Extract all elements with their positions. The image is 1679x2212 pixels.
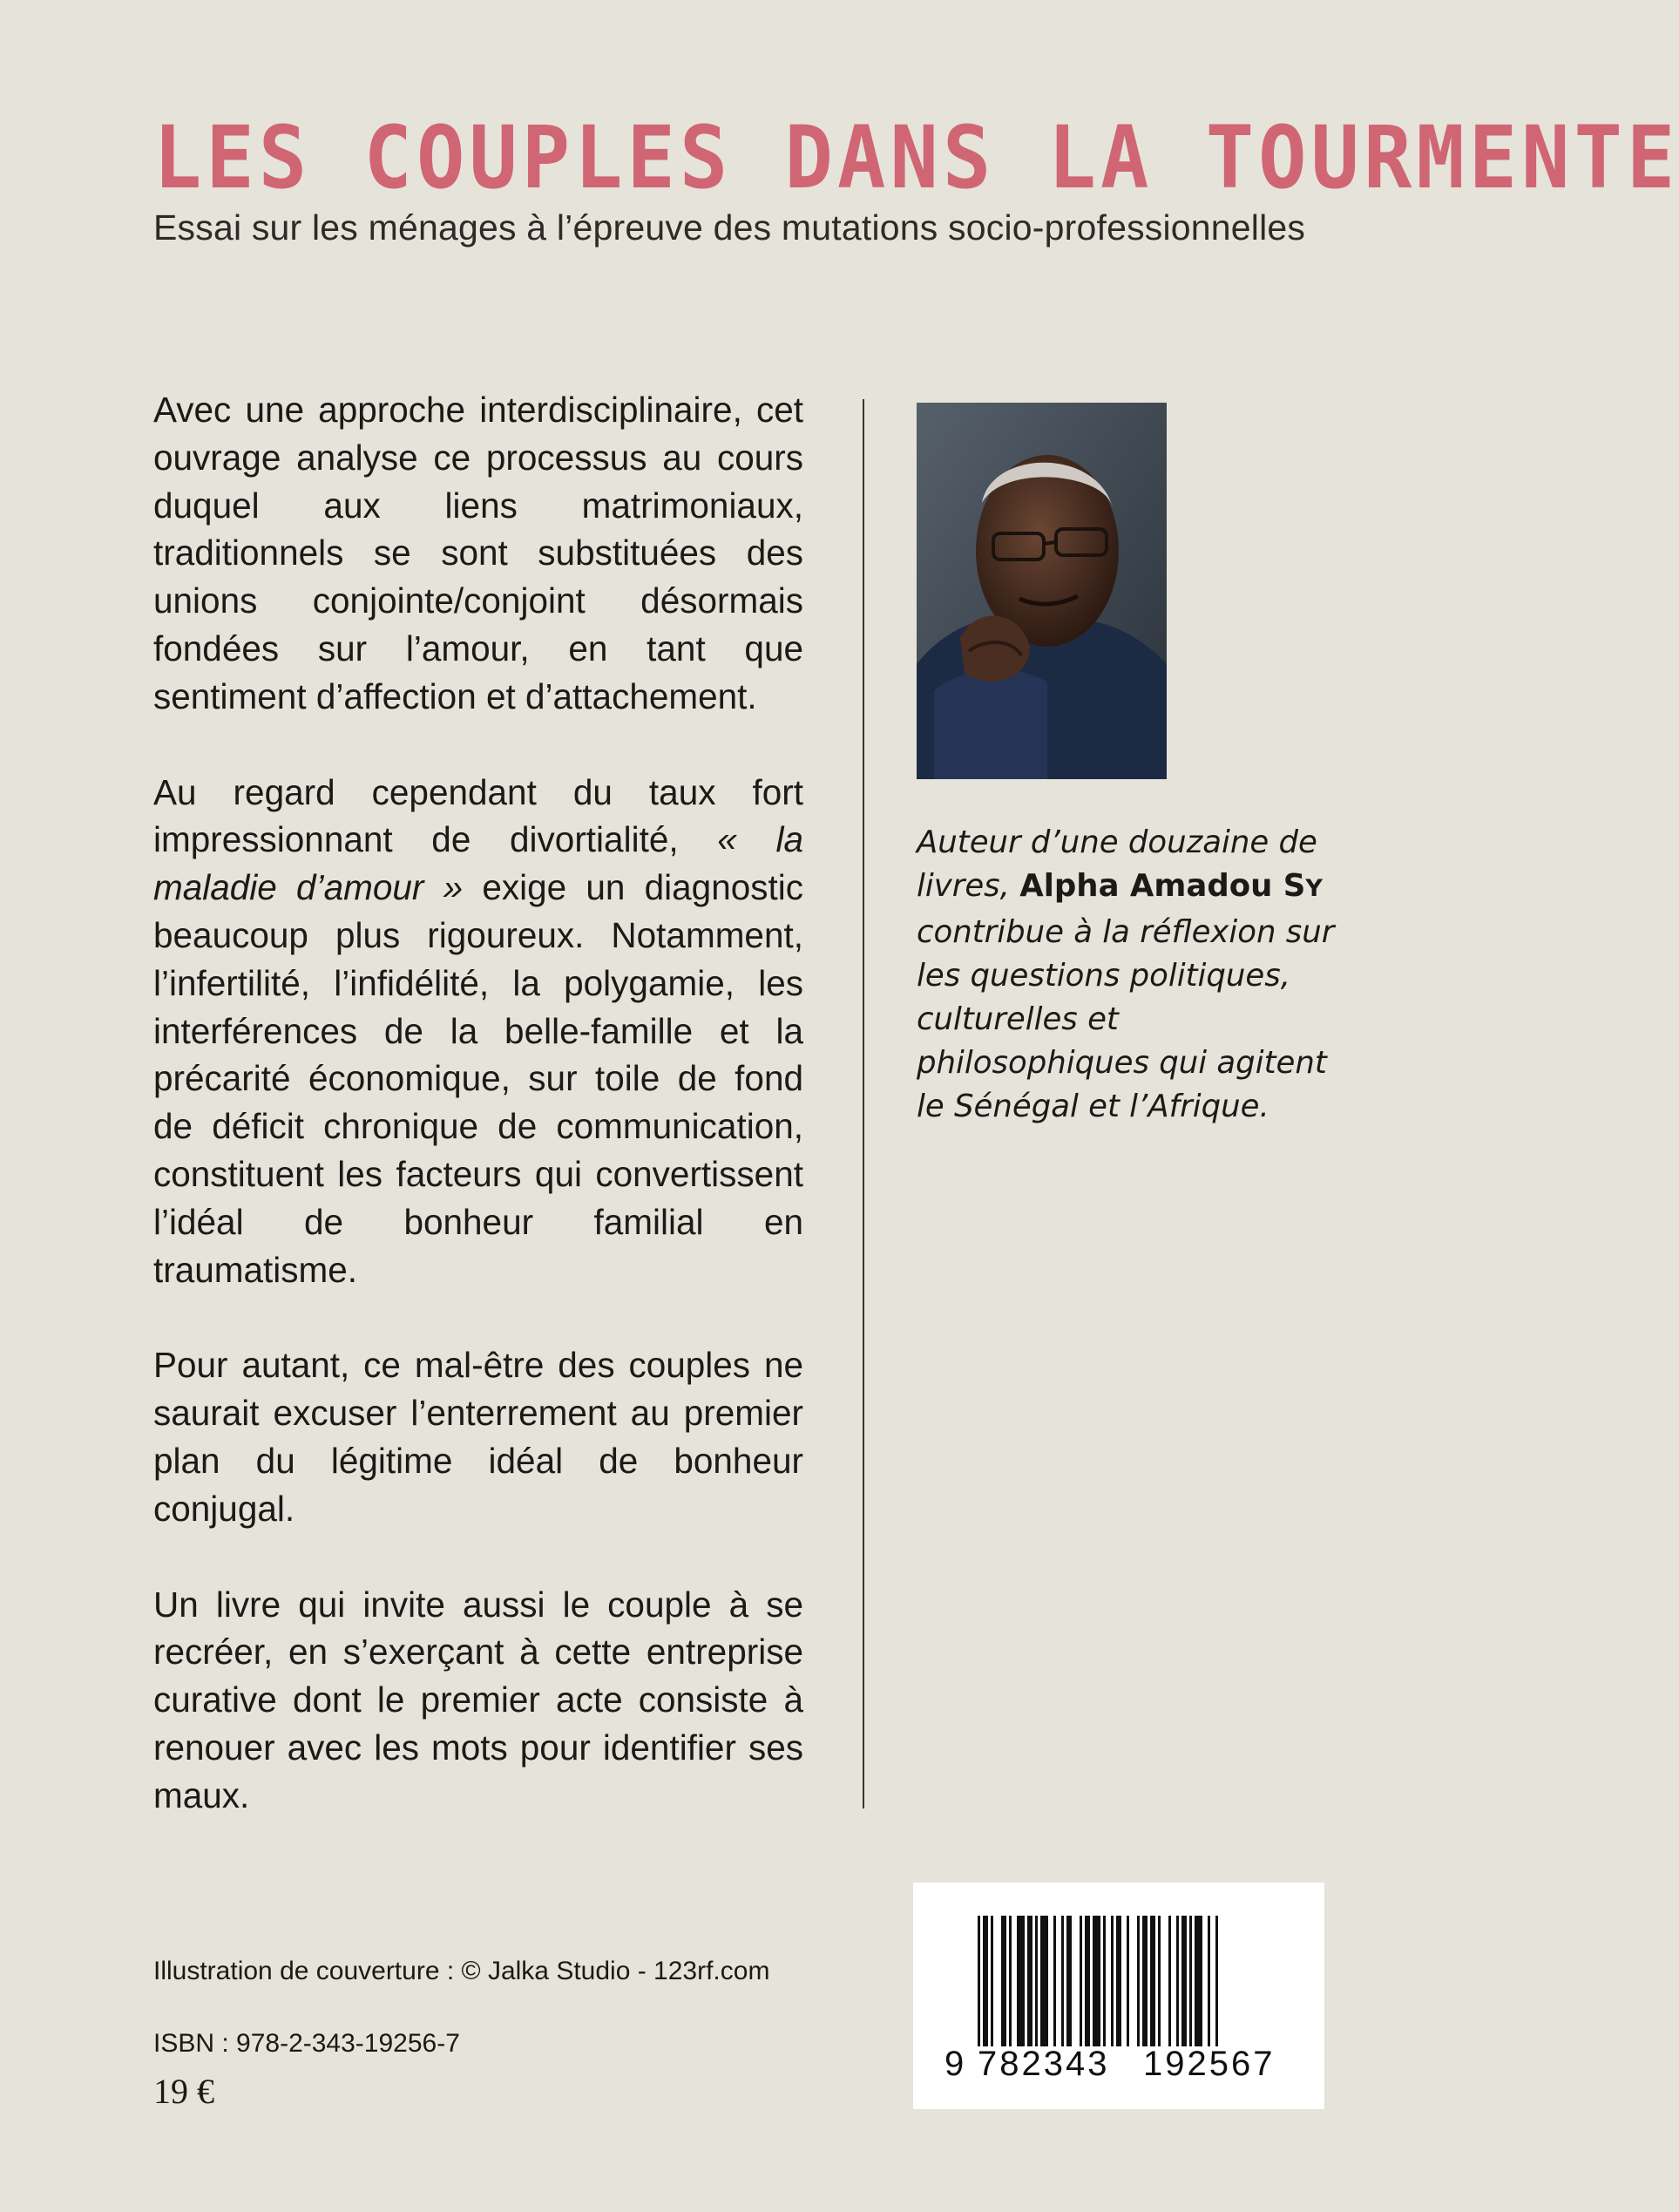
author-photo bbox=[917, 403, 1167, 779]
barcode-bar bbox=[1195, 1916, 1202, 2046]
barcode-group-2: 192567 bbox=[1143, 2045, 1276, 2083]
blurb-paragraph-3: Pour autant, ce mal-être des couples ne saurait excuser l’enterrement au premier plan du légitime idéal de bonheur conjugal. bbox=[153, 1345, 803, 1529]
barcode-bar bbox=[1066, 1916, 1072, 2046]
barcode-bar bbox=[1009, 1916, 1012, 2046]
blurb-paragraph-4: Un livre qui invite aussi le couple à se recréer, en s’exerçant à cette entreprise curative dont le premier acte consiste à renouer avec les mots pour identifier ses maux. bbox=[153, 1584, 803, 1815]
isbn: ISBN : 978-2-343-19256-7 bbox=[153, 2029, 460, 2058]
barcode-bar bbox=[983, 1916, 988, 2046]
blurb-paragraph-2-end: exige un diagnostic beaucoup plus rigoureux. Notamment, l’infertilité, l’infidélité, la polygamie, les interférences de la belle-famille et la précarité économique, sur toile de fond de déficit chronique de communication, constituent les facteurs qui convertissent l’idéal de bonheur familial en traumatisme. bbox=[153, 867, 803, 1290]
barcode-bar bbox=[1168, 1916, 1171, 2046]
barcode-group-1: 782343 bbox=[978, 2045, 1110, 2083]
barcode-digits bbox=[944, 2045, 1310, 2084]
barcode-bar bbox=[1027, 1916, 1032, 2046]
barcode-bar bbox=[1158, 1916, 1161, 2046]
blurb-quote: « la maladie d’amour » bbox=[153, 819, 803, 908]
barcode bbox=[913, 1883, 1324, 2109]
barcode-lead-digit: 9 bbox=[944, 2045, 967, 2083]
barcode-bar bbox=[1189, 1916, 1192, 2046]
barcode-bar bbox=[1137, 1916, 1140, 2046]
barcode-bar bbox=[1061, 1916, 1064, 2046]
barcode-bar bbox=[1181, 1916, 1187, 2046]
barcode-bar bbox=[1150, 1916, 1155, 2046]
barcode-bar bbox=[978, 1916, 980, 2046]
barcode-bar bbox=[1208, 1916, 1210, 2046]
barcode-bar bbox=[1080, 1916, 1082, 2046]
barcode-bar bbox=[1116, 1916, 1121, 2046]
book-title: LES COUPLES DANS LA TOURMENTE bbox=[153, 107, 1679, 208]
barcode-bar bbox=[1176, 1916, 1179, 2046]
barcode-bar bbox=[1215, 1916, 1218, 2046]
barcode-bars bbox=[944, 1916, 1310, 2064]
price: 19 € bbox=[153, 2072, 214, 2111]
barcode-bar bbox=[1017, 1916, 1025, 2046]
barcode-bar bbox=[1103, 1916, 1106, 2046]
barcode-bar bbox=[1085, 1916, 1090, 2046]
barcode-bar bbox=[991, 1916, 993, 2046]
barcode-bar bbox=[1040, 1916, 1048, 2046]
author-name-main: Alpha Amadou S bbox=[1019, 868, 1306, 904]
blurb-paragraph-2-start: Au regard cependant du taux fort impressionnant de divortialité, bbox=[153, 771, 803, 860]
author-portrait-image bbox=[917, 403, 1167, 779]
book-subtitle: Essai sur les ménages à l’épreuve des mutations socio-professionnelles bbox=[153, 207, 1306, 248]
barcode-bar bbox=[1053, 1916, 1056, 2046]
barcode-bar bbox=[1127, 1916, 1129, 2046]
column-divider bbox=[863, 399, 864, 1808]
author-bio-start: Auteur d’une douzaine de livres, bbox=[917, 824, 1317, 904]
barcode-bar bbox=[1035, 1916, 1038, 2046]
barcode-bar bbox=[1111, 1916, 1114, 2046]
blurb-paragraph-2 bbox=[153, 769, 803, 1294]
illustration-credit: Illustration de couverture : © Jalka Studio - 123rf.com bbox=[153, 1957, 770, 1985]
author-bio bbox=[917, 821, 1352, 1129]
barcode-bar bbox=[1001, 1916, 1006, 2046]
barcode-bar bbox=[1142, 1916, 1148, 2046]
barcode-bar bbox=[1093, 1916, 1100, 2046]
blurb-paragraph-1: Avec une approche interdisciplinaire, cet ouvrage analyse ce processus au cours duquel aux liens matrimoniaux, traditionnels se sont substituées des unions conjointe/conjoint désormais fondées sur l’amour, en tant que sentiment d’affection et d’attachement. bbox=[153, 390, 803, 716]
author-bio-end: contribue à la réflexion sur les questions politiques, culturelles et philosophiques qui agitent le Sénégal et l’Afrique. bbox=[917, 914, 1335, 1124]
author-name bbox=[1019, 868, 1323, 904]
back-cover-blurb bbox=[153, 386, 803, 1868]
author-name-smallcaps: Y bbox=[1305, 875, 1323, 902]
